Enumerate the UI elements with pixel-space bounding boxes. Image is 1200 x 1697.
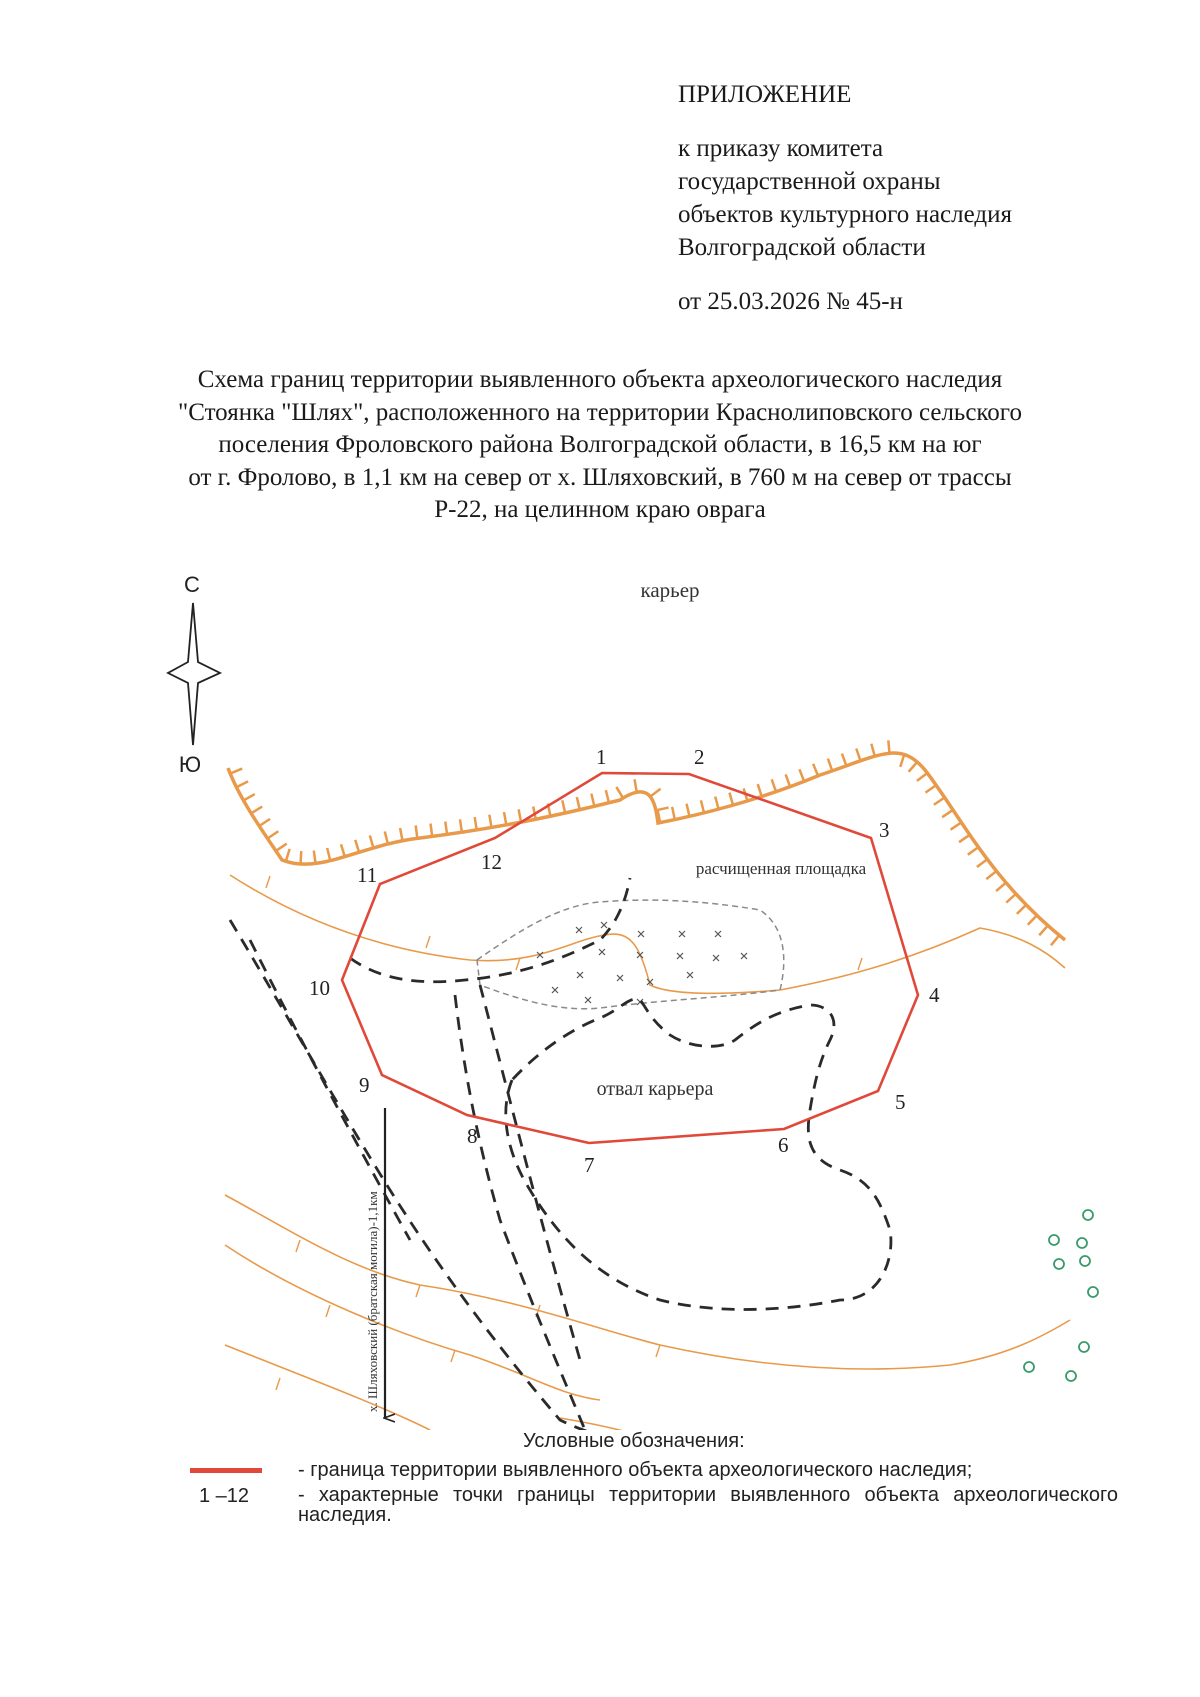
ravine-hachure xyxy=(888,740,889,753)
compass-icon xyxy=(168,572,220,777)
ravine-hachure xyxy=(259,819,270,826)
ravine-hachure xyxy=(445,822,447,835)
cleared-area-marker xyxy=(601,922,607,928)
ravine-hachure xyxy=(400,828,402,841)
ravine-hachure xyxy=(276,844,287,851)
ravine-hachure xyxy=(341,844,345,856)
ravine-hachure xyxy=(828,759,832,771)
point-label-7: 7 xyxy=(584,1153,595,1177)
direction-label: х. Шляховский (братская могила)-1,1км xyxy=(365,1191,380,1412)
ravine-hachure xyxy=(959,835,970,842)
cleared-area-marker xyxy=(577,972,583,978)
ravine-hachure xyxy=(986,871,996,879)
ravine-edge xyxy=(228,740,1065,945)
ravine-hachure xyxy=(1051,935,1059,945)
quarry-label: карьер xyxy=(640,578,700,602)
cleared-area-marker xyxy=(741,953,747,959)
ravine-hachure xyxy=(917,773,927,781)
document-title xyxy=(150,364,1050,527)
cleared-area-marker xyxy=(638,931,644,937)
ravine-hachure xyxy=(1039,926,1048,936)
ravine-hachure xyxy=(327,848,330,861)
title-line-1: Схема границ территории выявленного объекта археологического наследия xyxy=(197,366,1003,393)
point-label-1: 1 xyxy=(596,745,607,769)
ravine-hachure xyxy=(856,748,860,760)
title-line-5: Р-22, на целинном краю оврага xyxy=(434,496,766,523)
ravine-hachure xyxy=(243,794,254,800)
ravine-hachure xyxy=(900,755,904,767)
ravine-hachure xyxy=(729,793,733,806)
ravine-hachure xyxy=(562,800,565,813)
order-line-1: к приказу комитета xyxy=(678,135,884,162)
cleared-area-marker xyxy=(677,953,683,959)
ravine-hachure xyxy=(786,774,790,786)
legend-title: Условные обозначения: xyxy=(523,1430,745,1452)
order-line-4: Волгоградской области xyxy=(678,234,926,261)
ravine-hachure xyxy=(799,769,804,781)
ravine-hachure xyxy=(1006,894,1016,903)
cleared-area-marker xyxy=(679,931,685,937)
ravine-hachure xyxy=(758,784,762,796)
title-line-3: поселения Фроловского района Волгоградской области, в 16,5 км на юг xyxy=(218,431,982,458)
ravine-hachure xyxy=(701,800,704,813)
cleared-area-marker xyxy=(617,975,623,981)
order-number: от 25.03.2026 № 45-н xyxy=(678,288,903,315)
ravine-hachure xyxy=(370,835,374,847)
ravine-hachure xyxy=(519,809,521,822)
ravine-hachure xyxy=(1017,905,1026,914)
ravine-hachure xyxy=(577,797,580,810)
point-label-4: 4 xyxy=(929,983,940,1007)
legend-points-desc: - характерные точки границы территории выявленного объекта археологического наследия. xyxy=(298,1484,1118,1526)
cleared-area-marker xyxy=(713,955,719,961)
ravine-hachure xyxy=(230,769,242,774)
point-label-3: 3 xyxy=(879,818,890,842)
point-label-10: 10 xyxy=(309,976,330,1000)
cleared-area-marker xyxy=(552,987,558,993)
order-line-3: объектов культурного наследия xyxy=(678,201,1012,228)
ravine-hachure xyxy=(286,849,290,861)
ravine-hachure xyxy=(475,817,477,830)
site-map xyxy=(0,540,1200,1430)
ravine-hachure xyxy=(926,785,937,792)
dump-label: отвал карьера xyxy=(596,1078,714,1100)
ravine-hachure xyxy=(977,859,987,867)
ravine-hachure xyxy=(842,754,846,766)
ravine-hachure xyxy=(951,822,962,829)
point-label-6: 6 xyxy=(778,1133,789,1157)
title-line-4: от г. Фролово, в 1,1 км на север от х. Шляховский, в 760 м на север от трассы xyxy=(188,463,1012,491)
point-label-11: 11 xyxy=(357,863,378,887)
ravine-hachure xyxy=(460,819,462,832)
ravine-hachure xyxy=(591,794,594,807)
compass-north-label: С xyxy=(184,572,200,597)
ravine-hachure xyxy=(934,797,945,804)
cleared-area xyxy=(477,859,867,1009)
ravine-hachure xyxy=(996,883,1006,891)
ravine-hachure xyxy=(635,779,637,792)
ravine-hachure xyxy=(268,831,279,838)
cleared-area-marker xyxy=(576,927,582,933)
ravine-hachure xyxy=(650,789,660,797)
ravine-hachure xyxy=(909,762,918,772)
ravine-hachure xyxy=(301,851,302,864)
ravine-hachure xyxy=(1028,915,1037,924)
cleared-area-marker xyxy=(585,997,591,1003)
ravine-hachure xyxy=(431,824,433,837)
title-line-2: "Стоянка "Шлях", расположенного на территории Краснолиповского сельского xyxy=(178,398,1022,426)
ravine-hachure xyxy=(504,812,506,825)
point-label-5: 5 xyxy=(895,1090,906,1114)
ravine-hachure xyxy=(355,840,359,852)
ravine-hachure xyxy=(416,825,418,838)
cleared-area-label: расчищенная площадка xyxy=(695,859,867,878)
cleared-area-marker xyxy=(687,972,693,978)
ravine-hachure xyxy=(672,807,675,820)
compass-south-label: Ю xyxy=(178,752,202,777)
order-line-2: государственной охраны xyxy=(678,168,941,195)
appendix-title: ПРИЛОЖЕНИЕ xyxy=(678,81,852,108)
legend-boundary-swatch xyxy=(190,1468,262,1473)
appendix-header xyxy=(678,78,1158,318)
ravine-hachure xyxy=(606,790,609,803)
ravine-hachure xyxy=(968,847,979,855)
ravine-hachure xyxy=(251,807,262,814)
point-label-8: 8 xyxy=(467,1124,478,1148)
boundary-point-labels xyxy=(309,745,940,1177)
cleared-area-marker xyxy=(715,931,721,937)
ravine-hachure xyxy=(942,810,953,817)
ravine-hachure xyxy=(314,851,316,864)
ravine-hachure xyxy=(813,764,818,776)
ravine-hachure xyxy=(616,787,623,798)
tree-icons xyxy=(1024,1210,1098,1381)
ravine-hachure xyxy=(772,779,776,791)
ravine-hachure xyxy=(871,744,874,757)
ravine-hachure xyxy=(489,815,491,828)
legend-points-range: 1 –12 xyxy=(199,1485,250,1507)
ravine-hachure xyxy=(687,804,690,817)
ravine-hachure xyxy=(385,831,388,844)
cleared-area-marker xyxy=(599,949,605,955)
ravine-hachure xyxy=(236,781,248,787)
dashed-tracks xyxy=(230,878,891,1430)
ravine-hachure xyxy=(715,797,718,810)
legend-boundary-desc: - граница территории выявленного объекта археологического наследия; xyxy=(298,1459,973,1481)
point-label-2: 2 xyxy=(694,745,705,769)
point-label-12: 12 xyxy=(481,850,502,874)
point-label-9: 9 xyxy=(359,1073,370,1097)
